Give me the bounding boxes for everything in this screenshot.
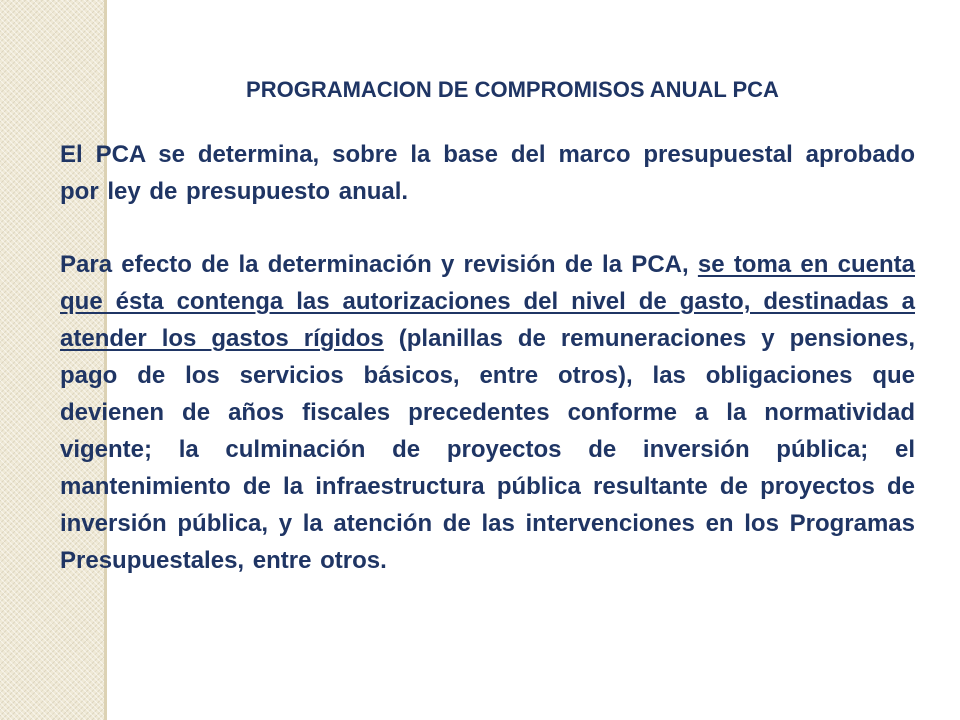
- paragraph-text-end: (planillas de remuneraciones y pensiones, pago de los servicios básicos, entre otros), las obligaciones que devienen de años fiscales precedentes conforme a la normatividad vigente; la culminación de proyectos de inversión pública; el mantenimiento de la infraestructura pública resultante de proyectos de inversión pública, y la atención de las intervenciones en los Programas Presupuestales, entre otros.: [60, 325, 915, 574]
- paragraph-pca-definition: El PCA se determina, sobre la base del marco presupuestal aprobado por ley de presupuesto anual.: [60, 141, 915, 205]
- paragraph-pca-review: [60, 246, 915, 579]
- underlined-text: se toma en cuenta que ésta contenga las autorizaciones del nivel de gasto, destinadas a atender los gastos rígidos: [60, 251, 915, 352]
- slide-content: [60, 72, 915, 615]
- slide-title: PROGRAMACION DE COMPROMISOS ANUAL PCA: [246, 77, 779, 102]
- paragraph-text-start: Para efecto de la determinación y revisión de la PCA,: [60, 251, 698, 278]
